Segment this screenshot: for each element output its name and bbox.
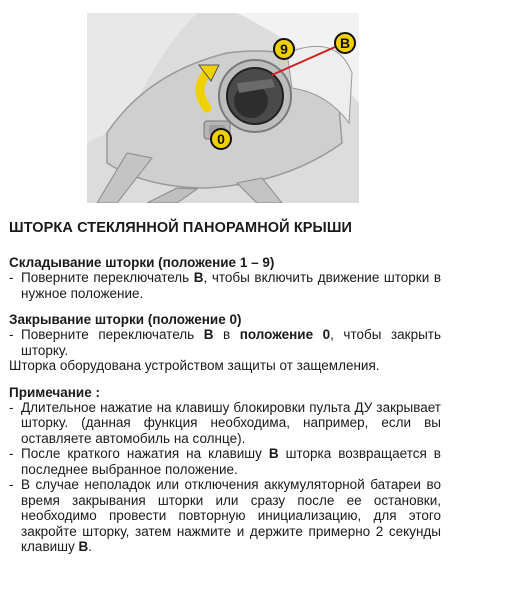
illustration-panel bbox=[87, 13, 359, 203]
svg-text:9: 9 bbox=[280, 41, 288, 57]
list-item: - Поверните переключатель B, чтобы включить движение шторки в нужное положение. bbox=[9, 270, 441, 301]
section-note bbox=[9, 385, 441, 555]
list-item: - В случае неполадок или отключения аккумуляторной батареи во время закрывания шторки или сразу после ее остановки, необходимо провести повторную инициализацию, для этого закройте шторку, затем нажмите и держите примерно 2 секунды клавишу B. bbox=[9, 477, 441, 555]
list-item: - После краткого нажатия на клавишу B шторка возвращается в последнее выбранное положение. bbox=[9, 446, 441, 477]
anti-pinch-note: Шторка оборудована устройством защиты от защемления. bbox=[9, 358, 380, 373]
section-heading: Закрывание шторки (положение 0) bbox=[9, 312, 242, 327]
callout-9 bbox=[274, 39, 294, 59]
section-folding bbox=[9, 255, 441, 301]
manual-content bbox=[9, 220, 441, 560]
roof-switch-illustration bbox=[87, 13, 359, 203]
list-item: - Поверните переключатель B в положение 0, чтобы закрыть шторку. bbox=[9, 327, 441, 358]
list-item: - Длительное нажатие на клавишу блокировки пульта ДУ закрывает шторку. (данная функция необходима, например, если вы оставляете автомобиль на солнце). bbox=[9, 400, 441, 447]
page-title: ШТОРКА СТЕКЛЯННОЙ ПАНОРАМНОЙ КРЫШИ bbox=[9, 220, 353, 236]
svg-text:B: B bbox=[339, 35, 351, 51]
callout-0 bbox=[211, 129, 231, 149]
section-heading: Складывание шторки (положение 1 – 9) bbox=[9, 255, 275, 270]
section-closing bbox=[9, 312, 441, 374]
svg-text:0: 0 bbox=[217, 131, 225, 147]
callout-B bbox=[335, 33, 355, 53]
section-heading: Примечание : bbox=[9, 384, 100, 400]
